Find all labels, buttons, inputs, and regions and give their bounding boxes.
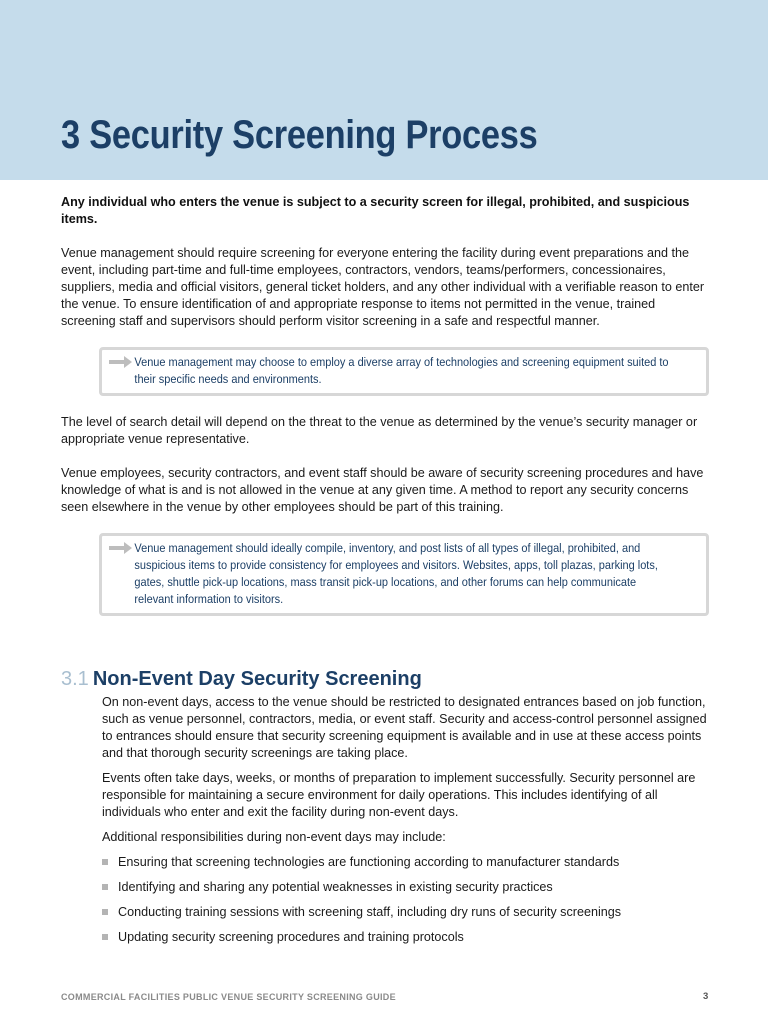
list-item-text: Ensuring that screening technologies are functioning according to manufacturer standards: [118, 855, 620, 869]
square-bullet-icon: [102, 909, 108, 915]
list-item-text: Updating security screening procedures and training protocols: [118, 930, 464, 944]
list-item: [102, 929, 708, 946]
chapter-number: 3: [61, 113, 80, 157]
section-paragraph-2: Events often take days, weeks, or months of preparation to implement successfully. Security personnel are responsible for maintaining a secure environment for daily operations. This includes identifying of all individuals who enter and exit the facility during non-event days.: [102, 771, 696, 819]
list-item-text: Conducting training sessions with screening staff, including dry runs of security screenings: [118, 905, 622, 919]
callout-text-item-lists: Venue management should ideally compile, inventory, and post lists of all types of illegal, prohibited, and suspicious items to provide consistency for employees and visitors. Websites, apps, toll plazas, parking lots, gates, shuttle pick-up locations, mass transit pick-up locations, and other forums can help communicate relevant information to visitors.: [134, 541, 658, 606]
list-intro: Additional responsibilities during non-event days may include:: [102, 830, 446, 844]
footer-page-number: 3: [703, 991, 709, 1002]
chapter-title: [61, 110, 538, 160]
section-number: 3.1: [61, 668, 89, 690]
list-item: [102, 854, 708, 871]
list-item-text: Identifying and sharing any potential weaknesses in existing security practices: [118, 880, 553, 894]
intro-paragraph-2: The level of search detail will depend on the threat to the venue as determined by the venue’s security manager or appropriate venue representative.: [61, 415, 698, 446]
lead-statement: Any individual who enters the venue is subject to a security screen for illegal, prohibited, and suspicious items.: [61, 195, 690, 226]
section-title: Non-Event Day Security Screening: [92, 668, 422, 690]
list-item: [102, 879, 708, 896]
chapter-title-text: Security Screening Process: [89, 113, 538, 157]
intro-content: [61, 194, 711, 616]
callout-text-technologies: Venue management may choose to employ a diverse array of technologies and screening equipment suited to their specific needs and environments.: [134, 355, 669, 386]
callout-box-technologies: [99, 347, 709, 396]
section-paragraph-1: On non-event days, access to the venue should be restricted to designated entrances based on job function, such as venue personnel, contractors, media, or event staff. Security and access-control personnel assigned to entrances should ensure that security screening equipment is available and in use at these access points and that thorough security screenings are taking place.: [102, 695, 707, 760]
list-item: [102, 904, 708, 921]
square-bullet-icon: [102, 884, 108, 890]
callout-box-item-lists: [99, 533, 709, 616]
responsibilities-list: [102, 854, 708, 946]
square-bullet-icon: [102, 859, 108, 865]
footer-document-title: COMMERCIAL FACILITIES PUBLIC VENUE SECURITY SCREENING GUIDE: [61, 992, 396, 1002]
intro-paragraph-1: Venue management should require screening for everyone entering the facility during event preparations and the event, including part-time and full-time employees, contractors, vendors, teams/performers, concessionaires, suppliers, media and official visitors, general ticket holders, and any other individual with a verifiable reason to enter the venue. To ensure identification of and appropriate response to items not permitted in the venue, trained screening staff and supervisors should perform visitor screening in a safe and respectful manner.: [61, 246, 705, 328]
intro-paragraph-3: Venue employees, security contractors, and event staff should be aware of security screening procedures and have knowledge of what is and is not allowed in the venue at any given time. A method to report any security concerns seen elsewhere in the venue by other employees should be part of this training.: [61, 466, 704, 514]
section-body: [102, 694, 708, 954]
section-heading: [61, 664, 422, 690]
square-bullet-icon: [102, 934, 108, 940]
